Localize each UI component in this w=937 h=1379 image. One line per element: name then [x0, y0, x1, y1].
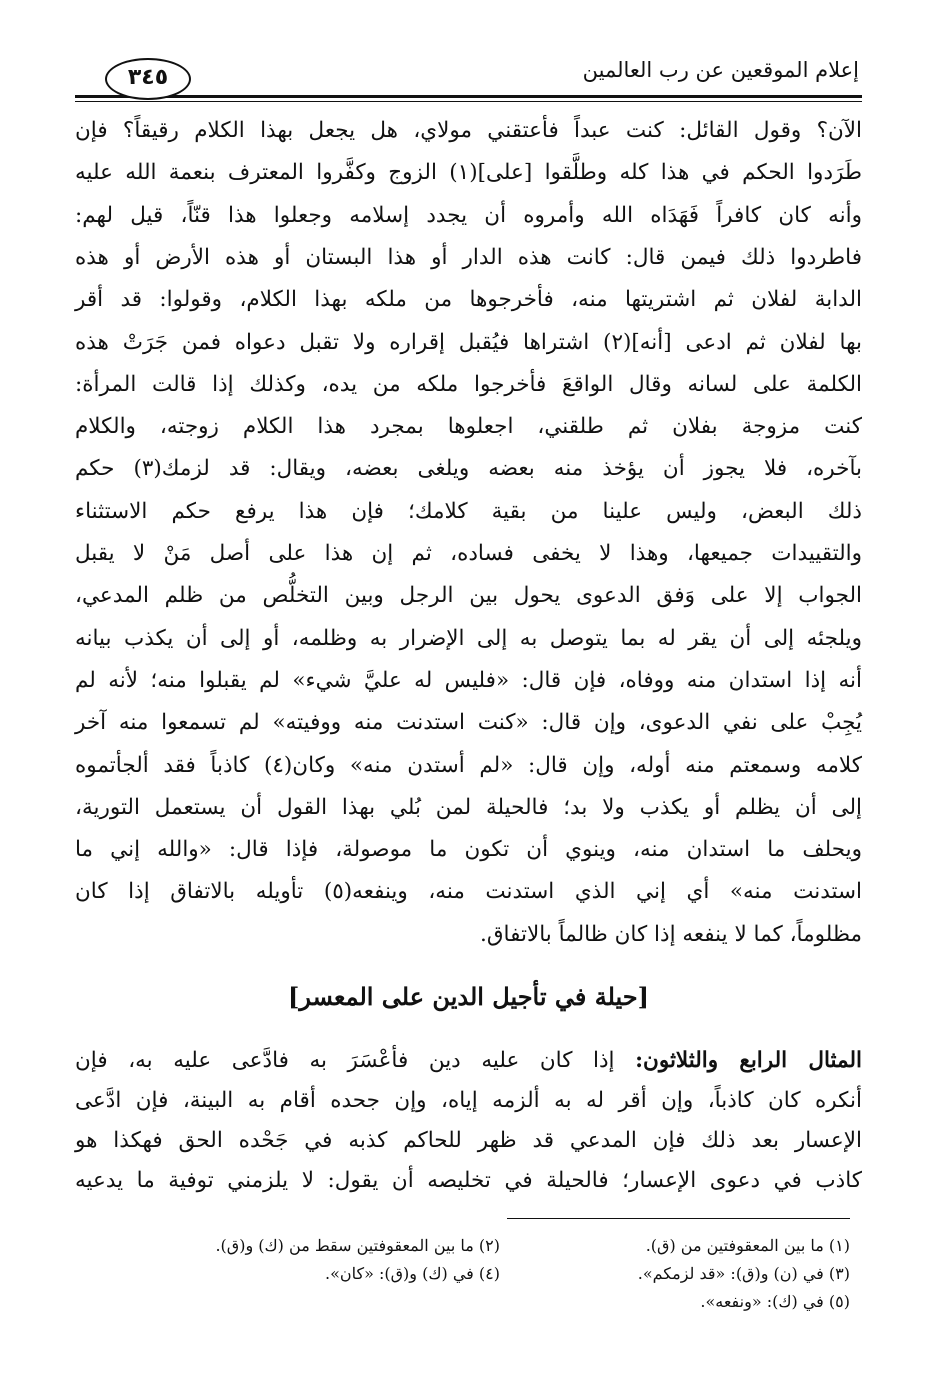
text-line: إلى أن يظلم أو يكذب ولا بد؛ فالحيلة لمن بُلي بهذا القول أن يستعمل التورية،	[75, 794, 862, 820]
text-line: وأنه كان كافراً فَهَدَاه الله وأمروه أن يجدد إسلامه وجعلوا هذا قنّاً، قيل لهم:	[75, 202, 862, 228]
text-line: ويحلف ما استدان منه، وينوي أن تكون ما موصولة، فإذا قال: «والله إني ما	[75, 837, 862, 863]
section-heading: [حيلة في تأجيل الدين على المعسر]	[288, 982, 649, 1011]
text-line: والتقييدات جميعها، وهذا لا يخفى فساده، ثم إن هذا على أصل مَنْ لا يقبل	[75, 541, 862, 566]
text-line: الآن؟ وقول القائل: كنت عبداً فأعتقني مولاي، هل يجعل بهذا الكلام رقيقاً؟ فإن	[75, 118, 862, 143]
footnote-4: (٤) في (ك) و(ق): «كان».	[324, 1264, 500, 1283]
footnote-1: (١) ما بين المعقوفتين من (ق).	[645, 1236, 850, 1255]
text-line: طَرَدوا الحكم في هذا كله وطلَّقوا [على](١) الزوج وكفَّروا المعترف بنعمة الله عليه	[75, 160, 862, 186]
text-line: يُجِبْ على نفي الدعوى، وإن قال: «كنت استدنت منه ووفيته» لم تسمعوا منه آخر	[75, 710, 862, 736]
text-line: الدابة لفلان ثم اشتريتها منه، فأخرجوها من ملكه بهذا الكلام، وقولوا: قد أقر	[75, 287, 862, 313]
footnote-3: (٣) في (ن) و(ق): «قد لزمكم».	[637, 1264, 850, 1283]
header-rule	[75, 95, 862, 98]
text-line: ويلجئه إلى أن يقر له بما يتوصل به إلى الإضرار به وظلمه، أو إلى أن يكذب بيانه	[75, 625, 862, 651]
text-line: مظلوماً، كما لا ينفعه إذا كان ظالماً بالاتفاق.	[480, 921, 862, 947]
text-line: بآخره، فلا يجوز أن يؤخذ منه بعضه ويلغى بعضه، ويقال: قد لزمك(٣) حكم	[75, 456, 862, 482]
text-line: الإعسار بعد ذلك فإن المدعي قد ظهر للحاكم كذبه في جَحْده الحق فهكذا هو	[75, 1128, 862, 1153]
text-line: المثال الرابع والثلاثون: إذا كان عليه دين فأعْسَرَ به فادَّعى عليه به، فإن	[75, 1048, 862, 1073]
text-line: الكلمة على لسانه وقال الواقعَ فأخرجوا ملكه من يده، وكذلك إذا قالت المرأة:	[75, 371, 862, 397]
text-line: كلامه وسمعتم منه أوله، وإن قال: «لم أستدن منه» وكان(٤) كاذباً فقد ألجأتموه	[75, 752, 862, 778]
footnote-5: (٥) في (ك): «ونفعه».	[700, 1292, 850, 1311]
footnote-2: (٢) ما بين المعقوفتين سقط من (ك) و(ق).	[215, 1236, 500, 1255]
text-line: أنه إذا استدان منه ووفاه، فإن قال: «فليس له عليَّ شيء» لم يقبلوا منه؛ لأنه لم	[75, 667, 862, 693]
text-line: أنكره كان كاذباً، وإن أقر له به ألزمه إياه، وإن جحده أقام به البينة، فإن ادَّعى	[75, 1088, 862, 1113]
text-line: الجواب إلا على وَفق الدعوى يحول بين الرجل وبين التخلُّص من ظلم المدعي،	[75, 583, 862, 609]
text-line: ذلك البعض، وليس علينا من بقية كلامك؛ فإن هذا يرفع حكم الاستثناء	[75, 498, 862, 524]
page-number: ٣٤٥	[105, 58, 191, 100]
footnote-rule	[507, 1218, 850, 1219]
text-line: بها لفلان ثم ادعى [أنه](٢) اشتراها فيُقبل إقراره ولا تقبل دعواه فمن جَرَتْ هذه	[75, 329, 862, 355]
text-line: كاذب في دعوى الإعسار؛ فالحيلة في تخليصه أن يقول: لا يلزمني توفية ما يدعيه	[75, 1168, 862, 1193]
text-line: استدنت منه» أي إني الذي استدنت منه، وينفعه(٥) تأويله بالاتفاق إذا كان	[75, 879, 862, 905]
text-line: فاطردوا ذلك فيمن قال: كانت هذه الدار أو هذا البستان أو هذه الأرض أو هذه	[75, 244, 862, 270]
text-line: كنت مزوجة بفلان ثم طلقني، اجعلوها بمجرد هذا الكلام زوجته، والكلام	[75, 414, 862, 440]
header-rule-thin	[75, 101, 862, 102]
example-lead: المثال الرابع والثلاثون:	[635, 1048, 862, 1073]
book-title: إعلام الموقعين عن رب العالمين	[582, 58, 859, 82]
